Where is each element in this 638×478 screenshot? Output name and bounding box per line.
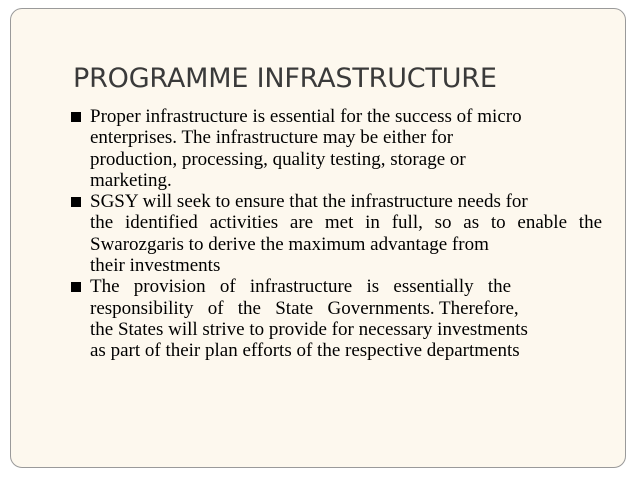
square-bullet-icon <box>71 112 81 122</box>
slide <box>10 8 626 468</box>
bullet-1-line-4: marketing. <box>90 169 172 191</box>
bullet-1-line-1: Proper infrastructure is essential for the success of micro <box>90 106 522 127</box>
bullet-item-1 <box>70 106 602 191</box>
bullet-3-line-1: The provision of infrastructure is essentially the <box>90 276 512 298</box>
bullet-3-line-2: responsibility of the State Governments. Therefore, <box>90 297 519 319</box>
bullet-2-line-1: SGSY will seek to ensure that the infrastructure needs for <box>90 191 528 213</box>
bullet-1-line-2: enterprises. The infrastructure may be either for <box>90 127 454 149</box>
bullet-2-line-4: their investments <box>90 255 221 277</box>
bullet-3-line-4: as part of their plan efforts of the respective departments <box>90 340 520 362</box>
square-bullet-icon <box>71 197 81 207</box>
bullet-2-line-2: the identified activities are met in full, so as to enable the <box>90 212 602 234</box>
bullet-item-3 <box>70 276 602 361</box>
square-bullet-icon <box>71 282 81 292</box>
bullet-1-line-3: production, processing, quality testing, storage or <box>90 148 466 170</box>
bullet-3-line-3: the States will strive to provide for necessary investments <box>90 318 528 340</box>
bullet-item-2 <box>70 191 602 276</box>
bullet-2-line-3: Swarozgaris to derive the maximum advantage from <box>90 233 489 255</box>
slide-title: PROGRAMME INFRASTRUCTURE <box>73 63 497 94</box>
bullet-list <box>70 106 602 362</box>
